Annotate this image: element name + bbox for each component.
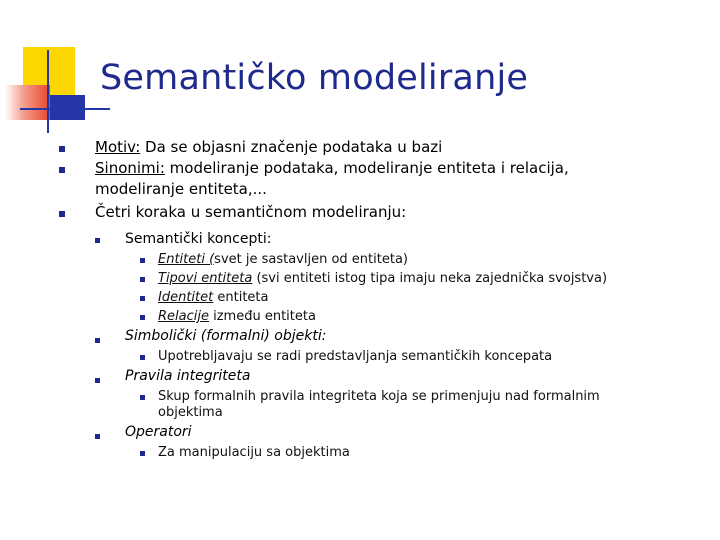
bullet-marker [95, 434, 100, 439]
bullet-marker [59, 211, 65, 217]
item-entiteti [158, 251, 408, 268]
horizontal-line [20, 108, 110, 110]
sinonimi-label: Sinonimi: [95, 159, 165, 177]
operatori: Operatori [125, 424, 192, 440]
bullet-marker [59, 146, 65, 152]
bullet-sinonimi [95, 160, 569, 177]
item-upotrebljavaju: Upotrebljavaju se radi predstavljanja semantičkih koncepata [158, 349, 553, 364]
tipovi-text: (svi entiteti istog tipa imaju neka zajednička svojstva) [252, 271, 608, 286]
bullet-marker [95, 238, 100, 243]
corner-decoration [0, 0, 110, 140]
bullet-motiv [95, 139, 442, 156]
bullet-sinonimi-cont: modeliranje entiteta,... [95, 180, 267, 198]
bullet-marker [140, 451, 145, 456]
semanticki-koncepti: Semantički koncepti: [125, 231, 272, 247]
pravila-integriteta: Pravila integriteta [125, 368, 251, 384]
simbolicki-objekti: Simbolički (formalni) objekti: [125, 328, 327, 344]
item-skup-pravila-cont: objektima [158, 405, 223, 420]
vertical-line [47, 50, 49, 133]
identitet-text: entiteta [213, 290, 269, 305]
bullet-marker [95, 378, 100, 383]
bullet-marker [140, 395, 145, 400]
relacije-text: između entiteta [208, 309, 316, 324]
red-square [5, 85, 50, 120]
item-identitet [158, 289, 268, 306]
item-tipovi-entiteta [158, 270, 607, 287]
item-relacije [158, 308, 316, 325]
motiv-label: Motiv: [95, 138, 141, 156]
sinonimi-text: modeliranje podataka, modeliranje entiteta i relacija, [164, 159, 569, 177]
entiteti-text: svet je sastavljen od entiteta) [214, 252, 408, 267]
tipovi-label: Tipovi entiteta [158, 271, 253, 286]
bullet-marker [140, 277, 145, 282]
bullet-marker [95, 338, 100, 343]
identitet-label: Identitet [158, 290, 214, 305]
item-manipulacija: Za manipulaciju sa objektima [158, 445, 350, 460]
bullet-marker [140, 355, 145, 360]
bullet-marker [140, 258, 145, 263]
bullet-marker [140, 315, 145, 320]
item-skup-pravila: Skup formalnih pravila integriteta koja se primenjuju nad formalnim [158, 389, 600, 404]
motiv-text: Da se objasni značenje podataka u bazi [140, 138, 443, 156]
page-title: Semantičko modeliranje [100, 58, 529, 98]
entiteti-label: Entiteti ( [158, 252, 215, 267]
bullet-cetri-koraka: Četri koraka u semantičnom modeliranju: [95, 203, 407, 221]
relacije-label: Relacije [158, 309, 209, 324]
bullet-marker [59, 167, 65, 173]
bullet-marker [140, 296, 145, 301]
